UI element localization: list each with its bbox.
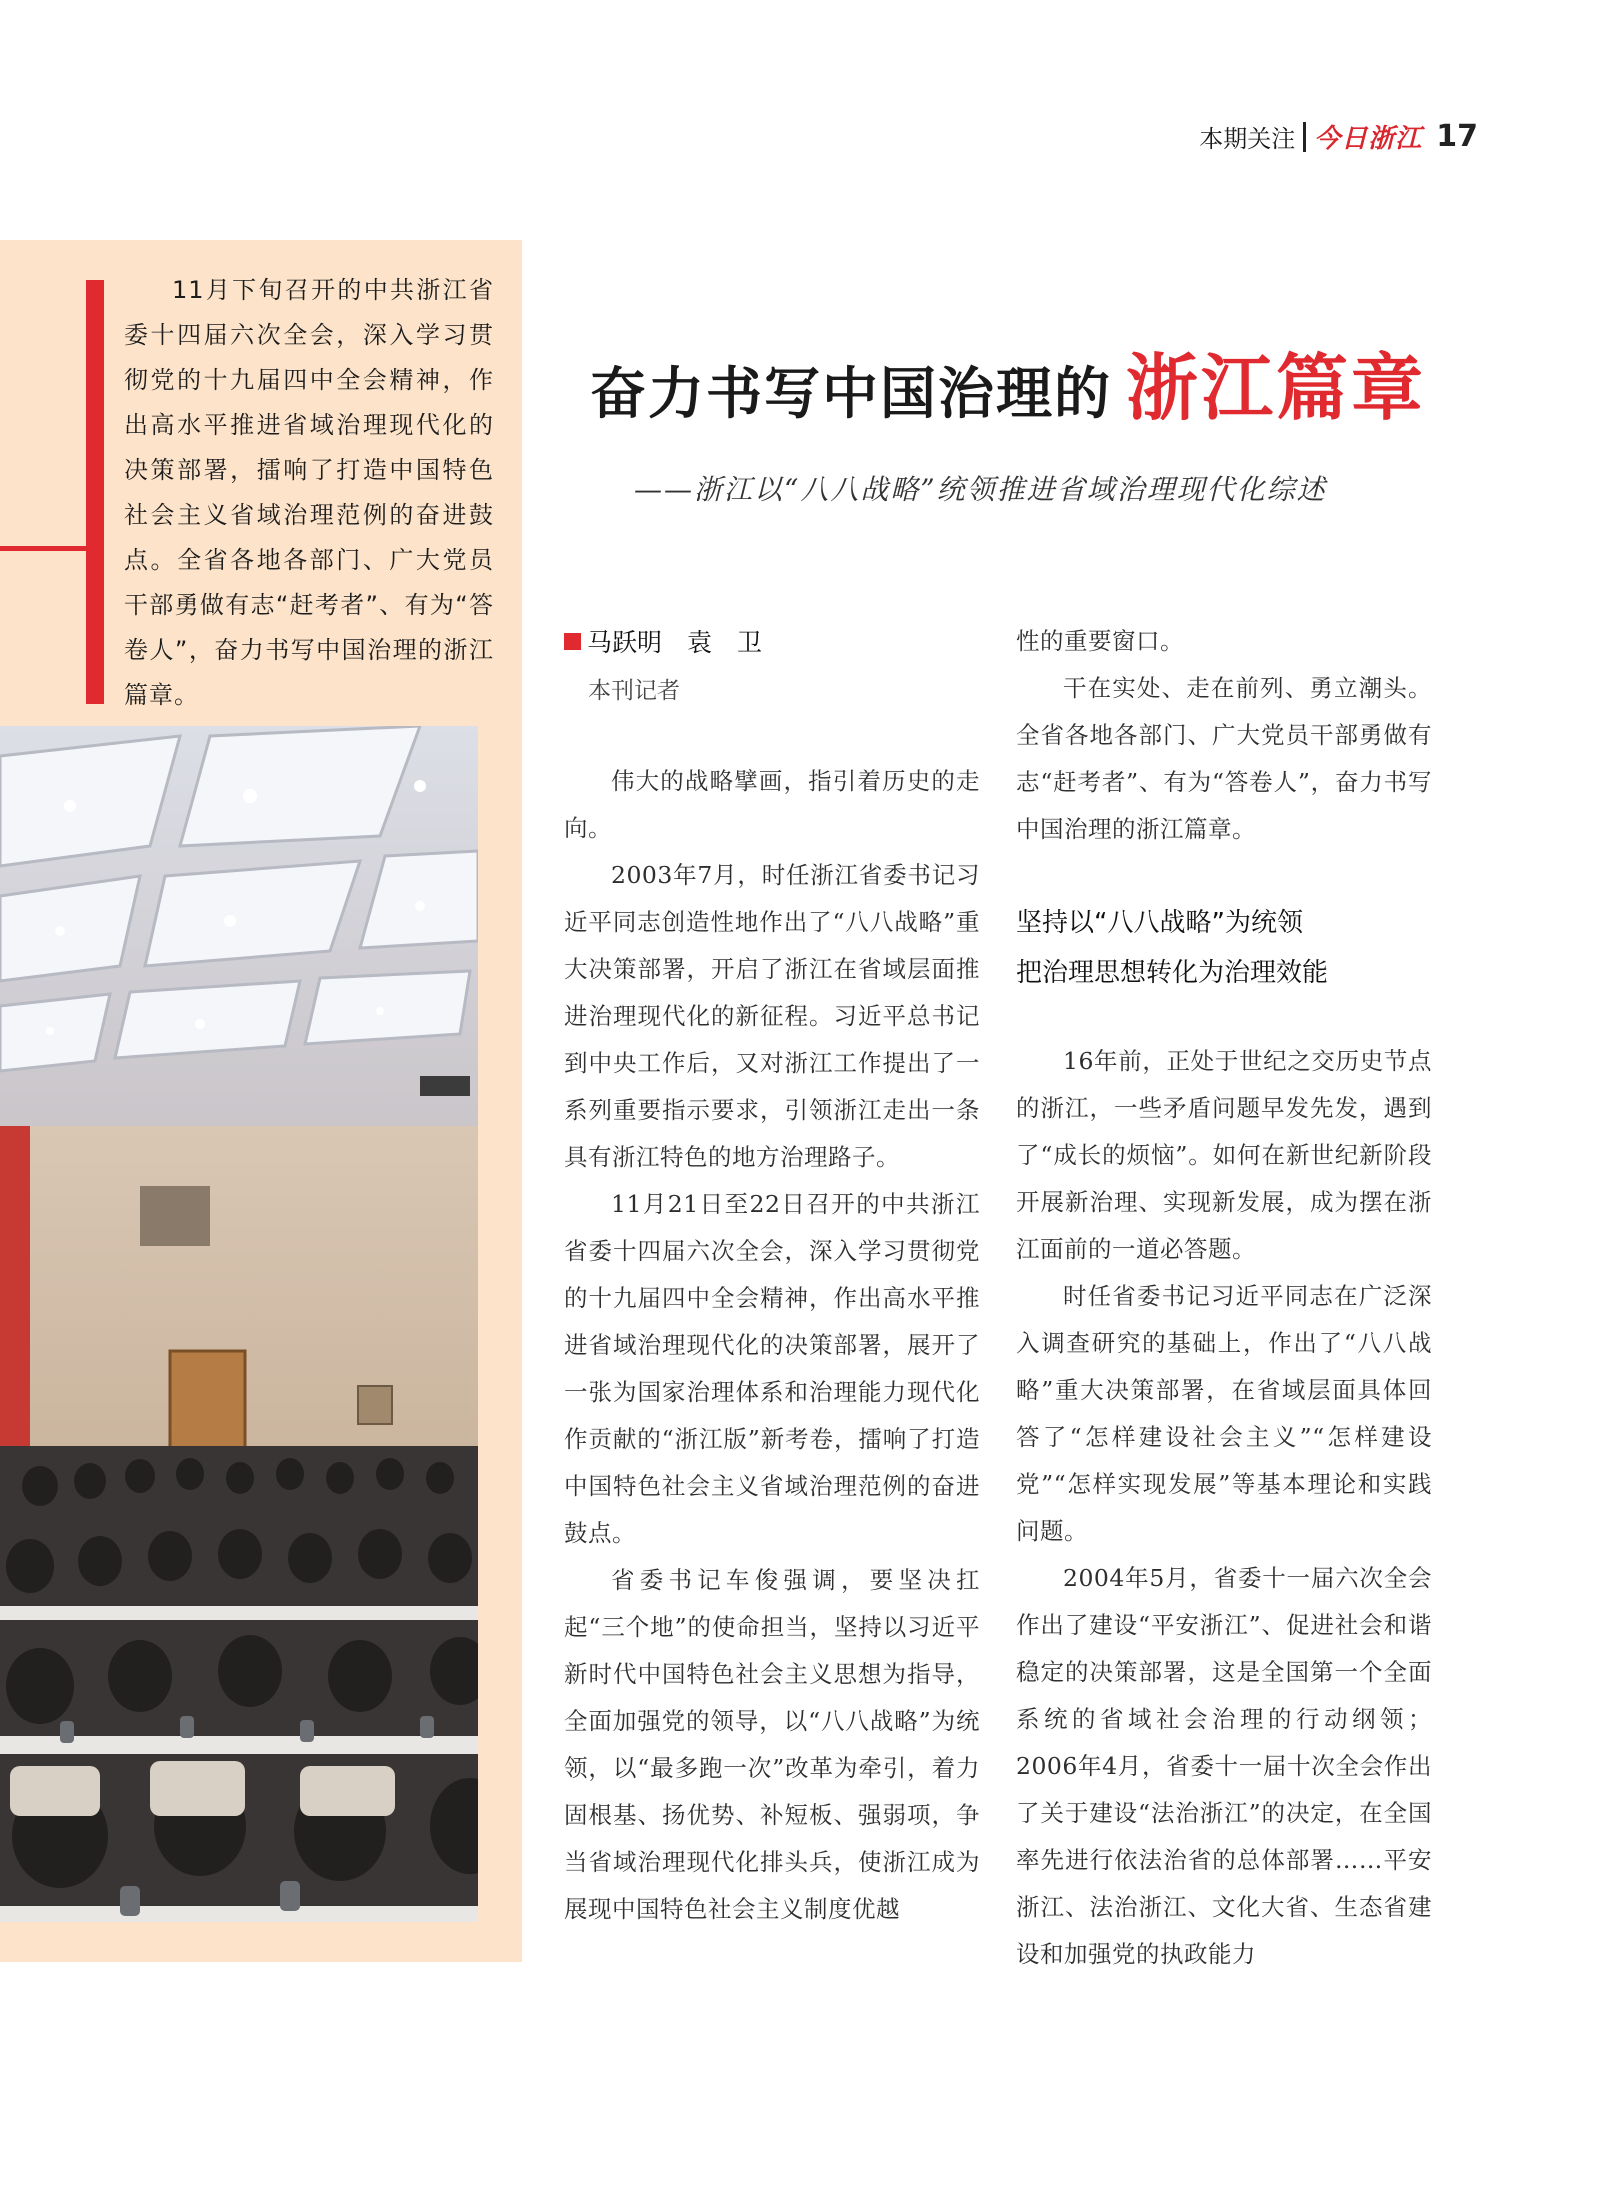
subheading-line-1: 坚持以“八八战略”为统领 xyxy=(1016,908,1303,938)
body-column-left xyxy=(564,758,980,1968)
title-part-2: 浙江篇章 xyxy=(1126,345,1427,430)
body-paragraph-continuation: 性的重要窗口。 xyxy=(1016,627,1184,655)
byline-marker-icon xyxy=(564,633,581,650)
body-paragraph: 16年前，正处于世纪之交历史节点的浙江，一些矛盾问题早发先发，遇到了“成长的烦恼”。如何在新世纪新阶段开展新治理、实现新发展，成为摆在浙江面前的一道必答题。 xyxy=(1016,1047,1432,1263)
body-paragraph: 干在实处、走在前列、勇立潮头。全省各地各部门、广大党员干部勇做有志“赶考者”、有为“答卷人”，奋力书写中国治理的浙江篇章。 xyxy=(1016,674,1432,843)
body-paragraph: 省委书记车俊强调，要坚决扛起“三个地”的使命担当，坚持以习近平新时代中国特色社会主义思想为指导，全面加强党的领导，以“八八战略”为统领，以“最多跑一次”改革为牵引，着力固根基、扬优势、补短板、强弱项，争当省域治理现代化排头兵，使浙江成为展现中国特色社会主义制度优越 xyxy=(564,1566,980,1923)
body-paragraph: 2003年7月，时任浙江省委书记习近平同志创造性地作出了“八八战略”重大决策部署，开启了浙江在省域层面推进治理现代化的新征程。习近平总书记到中央工作后，又对浙江工作提出了一系列重要指示要求，引领浙江走出一条具有浙江特色的地方治理路子。 xyxy=(564,861,980,1171)
header-divider xyxy=(1303,122,1306,152)
subheading-line-2: 把治理思想转化为治理效能 xyxy=(1016,958,1329,988)
byline xyxy=(564,623,762,659)
title-part-1: 奋力书写中国治理的 xyxy=(590,361,1112,427)
body-paragraph: 伟大的战略擘画，指引着历史的走向。 xyxy=(564,767,980,842)
author-names: 马跃明 袁 卫 xyxy=(587,628,763,657)
body-paragraph: 11月21日至22日召开的中共浙江省委十四届六次全会，深入学习贯彻党的十九届四中全会精神，作出高水平推进省域治理现代化的决策部署，展开了一张为国家治理体系和治理能力现代化作贡献的“浙江版”新考卷，擂响了打造中国特色社会主义省域治理范例的奋进鼓点。 xyxy=(564,1190,980,1547)
accent-bar-horizontal xyxy=(0,546,88,551)
body-paragraph: 2004年5月，省委十一届六次全会作出了建设“平安浙江”、促进社会和谐稳定的决策部署，这是全国第一个全面系统的省域社会治理的行动纲领；2006年4月，省委十一届十次全会作出了关于建设“法治浙江”的决定，在全国率先进行依法治省的总体部署……平安浙江、法治浙江、文化大省、生态省建设和加强党的执政能力 xyxy=(1016,1564,1432,1968)
lead-paragraph: 11月下旬召开的中共浙江省委十四届六次全会，深入学习贯彻党的十九届四中全会精神，作出高水平推进省域治理现代化的决策部署，擂响了打造中国特色社会主义省域治理范例的奋进鼓点。全省各地各部门、广大党员干部勇做有志“赶考者”、有为“答卷人”，奋力书写中国治理的浙江篇章。 xyxy=(124,276,494,709)
page-header xyxy=(1199,118,1478,155)
page-number: 17 xyxy=(1436,119,1478,154)
magazine-logo: 今日浙江 xyxy=(1314,124,1423,154)
article-subtitle: ——浙江以“八八战略”统领推进省域治理现代化综述 xyxy=(634,473,1327,506)
section-subheading xyxy=(1016,898,1436,998)
article-title xyxy=(590,330,1470,434)
accent-bar-vertical xyxy=(86,280,104,704)
body-column-right-top xyxy=(1016,618,1432,853)
section-label: 本期关注 xyxy=(1199,125,1296,153)
author-role: 本刊记者 xyxy=(588,678,680,704)
meeting-photo xyxy=(0,726,478,1922)
body-paragraph: 时任省委书记习近平同志在广泛深入调查研究的基础上，作出了“八八战略”重大决策部署，在省域层面具体回答了“怎样建设社会主义”“怎样建设党”“怎样实现发展”等基本理论和实践问题。 xyxy=(1016,1282,1432,1545)
body-column-right-bottom xyxy=(1016,1038,1432,1968)
